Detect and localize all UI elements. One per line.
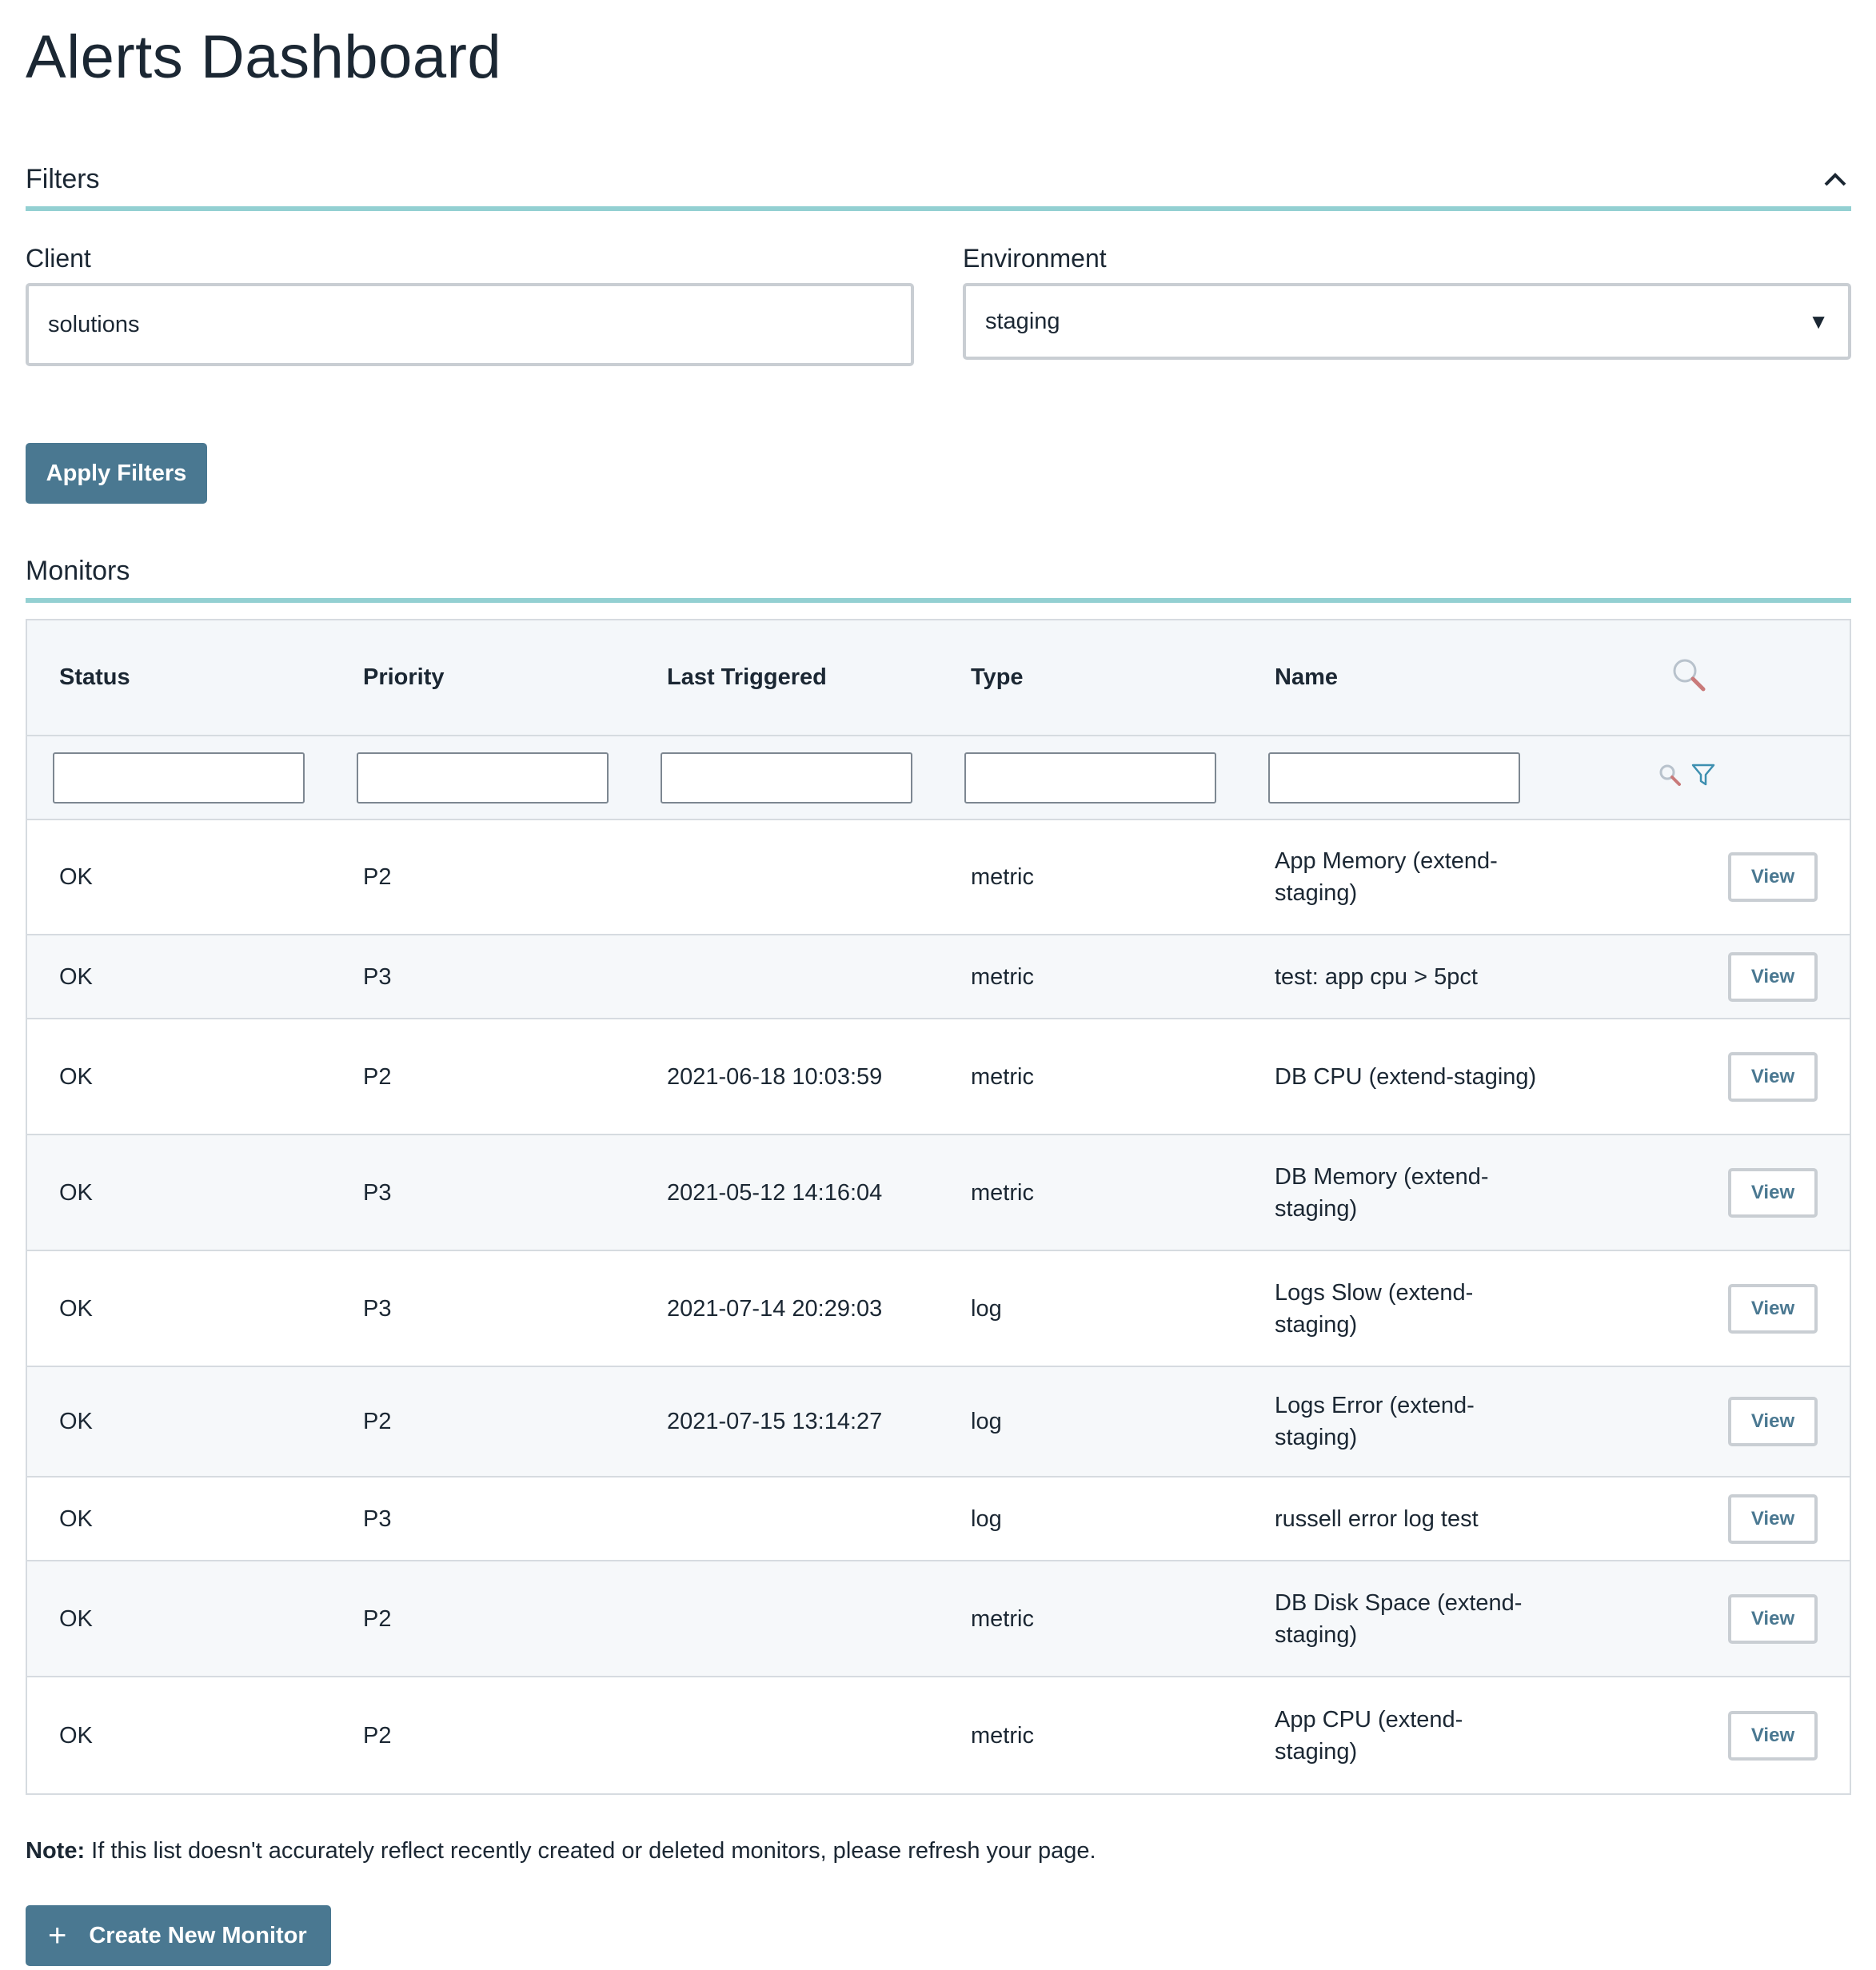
- view-button[interactable]: View: [1728, 952, 1818, 1002]
- name-cell: DB CPU (extend-staging): [1275, 1063, 1537, 1090]
- status-cell: OK: [59, 963, 93, 990]
- collapse-filters-button[interactable]: [1819, 163, 1851, 195]
- actions-cell: [1539, 1397, 1850, 1446]
- status-filter-input[interactable]: [53, 752, 305, 804]
- type-cell: log: [971, 1409, 1002, 1434]
- client-value: solutions: [48, 311, 140, 337]
- name-cell: App Memory (extend-staging): [1275, 848, 1498, 906]
- type-cell: log: [971, 1505, 1002, 1532]
- filters-title: Filters: [26, 163, 100, 194]
- type-cell: metric: [971, 864, 1034, 890]
- actions-cell: [1539, 1594, 1850, 1644]
- note-text: If this list doesn't accurately reflect recently created or deleted monitors, please refresh your page.: [85, 1838, 1096, 1864]
- priority-filter-cell: [331, 752, 635, 804]
- environment-field: [963, 241, 1851, 366]
- actions-cell: [1539, 852, 1850, 902]
- column-header-name[interactable]: Name: [1275, 664, 1338, 690]
- name-cell: App CPU (extend-staging): [1275, 1706, 1463, 1765]
- monitors-section-header: [26, 550, 1851, 603]
- last-triggered-cell: 2021-07-15 13:14:27: [667, 1409, 883, 1434]
- actions-cell: [1539, 1284, 1850, 1334]
- client-input[interactable]: [26, 283, 914, 366]
- column-header-type[interactable]: Type: [971, 664, 1024, 690]
- view-button[interactable]: View: [1728, 1052, 1818, 1102]
- column-header-last-triggered[interactable]: Last Triggered: [667, 664, 827, 690]
- filter-actions: [1650, 762, 1850, 794]
- plus-icon: +: [48, 1918, 67, 1953]
- type-filter-input[interactable]: [964, 752, 1216, 804]
- filter-icon: [1690, 762, 1716, 788]
- last-triggered-cell: 2021-06-18 10:03:59: [667, 1063, 883, 1090]
- type-cell: metric: [971, 1722, 1034, 1749]
- status-cell: OK: [59, 1179, 93, 1206]
- last-triggered-filter-input[interactable]: [661, 752, 912, 804]
- environment-label: Environment: [963, 244, 1107, 273]
- table-row: [27, 935, 1850, 1019]
- name-cell: Logs Error (extend-staging): [1275, 1393, 1475, 1450]
- status-cell: OK: [59, 1295, 93, 1322]
- actions-cell: [1539, 1494, 1850, 1544]
- column-header-status[interactable]: Status: [59, 664, 130, 690]
- priority-cell: P2: [363, 1605, 392, 1632]
- type-cell: metric: [971, 1605, 1034, 1632]
- name-cell: russell error log test: [1275, 1505, 1479, 1532]
- name-cell: test: app cpu > 5pct: [1275, 963, 1478, 990]
- name-cell: DB Disk Space (extend-staging): [1275, 1589, 1523, 1648]
- monitors-title: Monitors: [26, 555, 130, 586]
- actions-cell: [1539, 1711, 1850, 1761]
- view-button[interactable]: View: [1728, 1168, 1818, 1218]
- priority-cell: P2: [363, 1409, 392, 1434]
- create-new-monitor-label: Create New Monitor: [89, 1922, 307, 1948]
- note-label: Note:: [26, 1838, 86, 1864]
- table-row: [27, 1367, 1850, 1478]
- table-row: [27, 820, 1850, 935]
- priority-cell: P3: [363, 1295, 392, 1322]
- priority-cell: P2: [363, 1063, 392, 1090]
- priority-cell: P2: [363, 1722, 392, 1749]
- view-button[interactable]: View: [1728, 1494, 1818, 1544]
- caret-down-icon: ▼: [1808, 309, 1829, 333]
- name-filter-cell: [1243, 752, 1650, 804]
- filter-fields: [26, 241, 1851, 366]
- priority-filter-input[interactable]: [357, 752, 609, 804]
- table-row: [27, 1135, 1850, 1251]
- apply-filters-button[interactable]: Apply Filters: [26, 443, 207, 504]
- last-triggered-cell: 2021-05-12 14:16:04: [667, 1179, 883, 1206]
- status-cell: OK: [59, 1505, 93, 1532]
- status-cell: OK: [59, 1722, 93, 1749]
- priority-cell: P2: [363, 864, 392, 890]
- priority-cell: P3: [363, 1505, 392, 1532]
- table-search-toggle[interactable]: [1650, 656, 1850, 700]
- type-filter-cell: [939, 752, 1243, 804]
- actions-cell: [1539, 952, 1850, 1002]
- status-cell: OK: [59, 864, 93, 890]
- status-cell: OK: [59, 1409, 93, 1434]
- environment-select[interactable]: [963, 283, 1851, 360]
- client-field: [26, 241, 914, 366]
- actions-cell: [1539, 1052, 1850, 1102]
- table-row: [27, 1019, 1850, 1135]
- search-icon: [1670, 656, 1708, 694]
- type-cell: metric: [971, 1063, 1034, 1090]
- status-cell: OK: [59, 1605, 93, 1632]
- monitors-table: [26, 619, 1851, 1795]
- table-header-row: [27, 620, 1850, 736]
- filter-button[interactable]: [1690, 762, 1716, 794]
- type-cell: metric: [971, 963, 1034, 990]
- search-icon: [1657, 762, 1682, 788]
- last-triggered-filter-cell: [635, 752, 939, 804]
- client-label: Client: [26, 244, 91, 273]
- name-cell: DB Memory (extend-staging): [1275, 1163, 1489, 1222]
- table-row: [27, 1561, 1850, 1677]
- alerts-dashboard-page: [26, 0, 1851, 1966]
- type-cell: log: [971, 1295, 1002, 1322]
- view-button[interactable]: View: [1728, 1397, 1818, 1446]
- create-new-monitor-button[interactable]: [26, 1905, 331, 1966]
- refresh-note: [26, 1835, 1851, 1867]
- page-title: Alerts Dashboard: [26, 23, 502, 91]
- environment-value: staging: [985, 308, 1060, 334]
- name-filter-input[interactable]: [1268, 752, 1520, 804]
- last-triggered-cell: 2021-07-14 20:29:03: [667, 1295, 883, 1322]
- table-row: [27, 1251, 1850, 1367]
- actions-cell: [1539, 1168, 1850, 1218]
- search-button[interactable]: [1657, 762, 1682, 794]
- priority-cell: P3: [363, 963, 392, 990]
- view-button[interactable]: View: [1728, 1711, 1818, 1761]
- filters-section-header: [26, 158, 1851, 211]
- column-filter-row: [27, 736, 1850, 820]
- status-filter-cell: [27, 752, 331, 804]
- view-button[interactable]: View: [1728, 1594, 1818, 1644]
- status-cell: OK: [59, 1063, 93, 1090]
- view-button[interactable]: View: [1728, 1284, 1818, 1334]
- type-cell: metric: [971, 1179, 1034, 1206]
- table-row: [27, 1478, 1850, 1561]
- column-header-priority[interactable]: Priority: [363, 664, 445, 690]
- name-cell: Logs Slow (extend-staging): [1275, 1279, 1474, 1338]
- priority-cell: P3: [363, 1179, 392, 1206]
- view-button[interactable]: View: [1728, 852, 1818, 902]
- table-row: [27, 1677, 1850, 1793]
- chevron-up-icon: [1823, 171, 1847, 187]
